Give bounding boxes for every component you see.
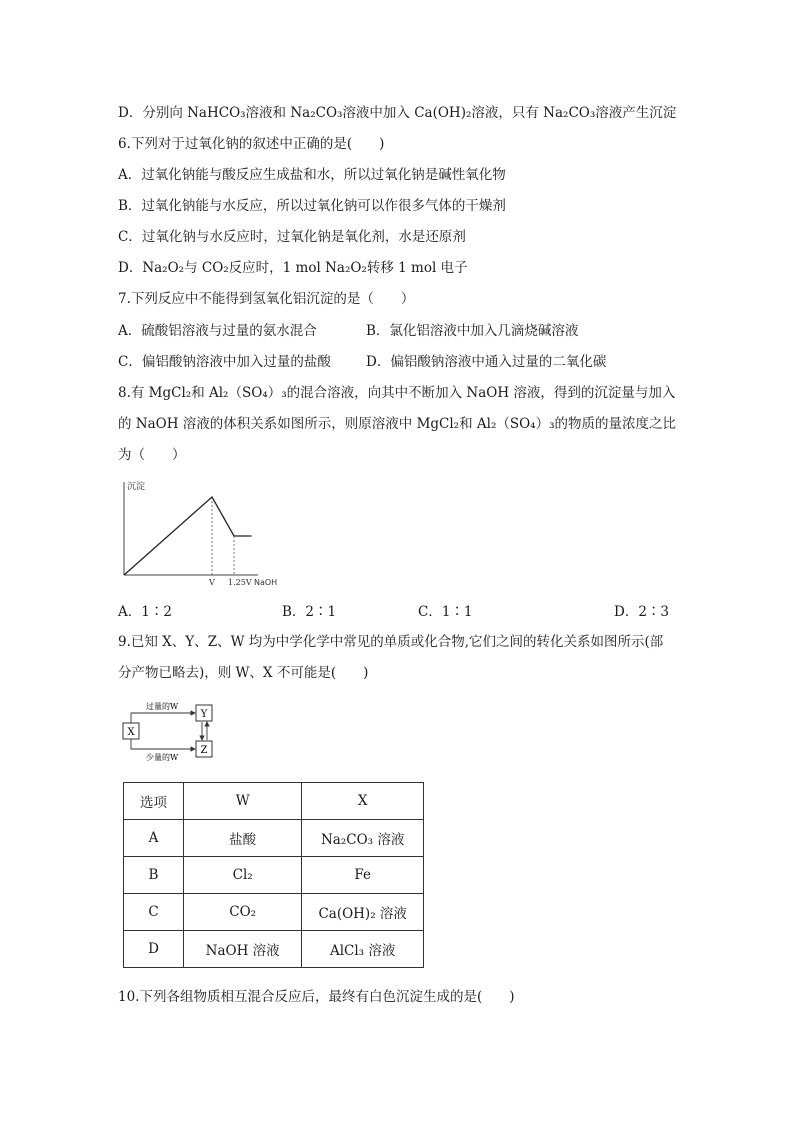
- row-b-w: Cl₂: [184, 857, 302, 894]
- q7-option-b: B．氯化铝溶液中加入几滴烧碱溶液: [366, 323, 579, 339]
- table-row: [124, 931, 424, 968]
- q9-stem-line2: 分产物已略去)，则 W、X 不可能是( ): [118, 665, 369, 681]
- table-header-row: [124, 783, 424, 820]
- row-c-x: Ca(OH)₂ 溶液: [302, 894, 424, 931]
- q8-stem-line2: 的 NaOH 溶液的体积关系如图所示，则原溶液中 MgCl₂和 Al₂（SO₄）₃的物质的量浓度之比: [118, 416, 677, 432]
- q7-stem: 7.下列反应中不能得到氢氧化铝沉淀的是（ ）: [118, 291, 415, 307]
- q6-option-d: D．Na₂O₂与 CO₂反应时，1 mol Na₂O₂转移 1 mol 电子: [118, 260, 468, 276]
- table-row: [124, 857, 424, 894]
- q6-option-a: A．过氧化钠能与酸反应生成盐和水，所以过氧化钠是碱性氧化物: [118, 167, 506, 183]
- row-c-w: CO₂: [184, 894, 302, 931]
- q7-option-c: C．偏铝酸钠溶液中加入过量的盐酸: [118, 354, 331, 370]
- row-d-option: D: [124, 931, 184, 968]
- q10-stem: 10.下列各组物质相互混合反应后，最终有白色沉淀生成的是( ): [118, 989, 515, 1005]
- q8-option-b: B．2∶1: [282, 604, 337, 620]
- x-tick-label: 1.25V: [228, 578, 252, 587]
- node-z: Z: [200, 745, 208, 756]
- q8-option-a: A．1∶2: [118, 604, 172, 620]
- q5-option-d: D．分别向 NaHCO₃溶液和 Na₂CO₃溶液中加入 Ca(OH)₂溶液，只有 Na₂CO₃溶液产生沉淀: [118, 105, 677, 121]
- node-x: X: [127, 727, 135, 738]
- x-axis-label: NaOH: [254, 578, 278, 587]
- header-w: W: [184, 783, 302, 820]
- conversion-diagram: [118, 698, 228, 762]
- q6-option-b: B．过氧化钠能与水反应，所以过氧化钠可以作很多气体的干燥剂: [118, 198, 506, 214]
- q6-stem: 6.下列对于过氧化钠的叙述中正确的是( ): [118, 136, 385, 152]
- y-axis-label: 沉淀: [127, 482, 146, 492]
- row-d-x: AlCl₃ 溶液: [302, 931, 424, 968]
- label-little-w: 少量的W: [146, 753, 179, 762]
- node-y: Y: [200, 709, 208, 720]
- options-table: [123, 782, 424, 968]
- precipitate-volume-chart: [118, 478, 288, 590]
- header-x: X: [302, 783, 424, 820]
- q7-option-d: D．偏铝酸钠溶液中通入过量的二氧化碳: [366, 354, 607, 370]
- x-tick-label: V: [209, 578, 215, 587]
- row-a-x: Na₂CO₃ 溶液: [302, 820, 424, 857]
- row-c-option: C: [124, 894, 184, 931]
- q8-option-c: C．1∶1: [418, 604, 473, 620]
- precipitate-series-line: [124, 497, 252, 575]
- row-a-option: A: [124, 820, 184, 857]
- q7-option-a: A．硫酸铝溶液与过量的氨水混合: [118, 323, 317, 339]
- q6-option-c: C．过氧化钠与水反应时，过氧化钠是氧化剂，水是还原剂: [118, 229, 466, 245]
- arrow-x-to-y: [131, 713, 195, 723]
- arrow-x-to-z: [131, 739, 195, 749]
- q8-stem-line1: 8.有 MgCl₂和 Al₂（SO₄）₃的混合溶液，向其中不断加入 NaOH 溶液，得到的沉淀量与加入: [118, 385, 676, 401]
- row-d-w: NaOH 溶液: [184, 931, 302, 968]
- table-row: [124, 820, 424, 857]
- row-a-w: 盐酸: [184, 820, 302, 857]
- q8-stem-line3: 为（ ）: [118, 447, 186, 463]
- q8-option-d: D．2∶3: [614, 604, 670, 620]
- row-b-x: Fe: [302, 857, 424, 894]
- q9-stem-line1: 9.已知 X、Y、Z、W 均为中学化学中常见的单质或化合物,它们之间的转化关系如图所示(部: [118, 634, 664, 650]
- label-excess-w: 过量的W: [146, 702, 179, 711]
- row-b-option: B: [124, 857, 184, 894]
- table-row: [124, 894, 424, 931]
- header-option: 选项: [124, 783, 184, 820]
